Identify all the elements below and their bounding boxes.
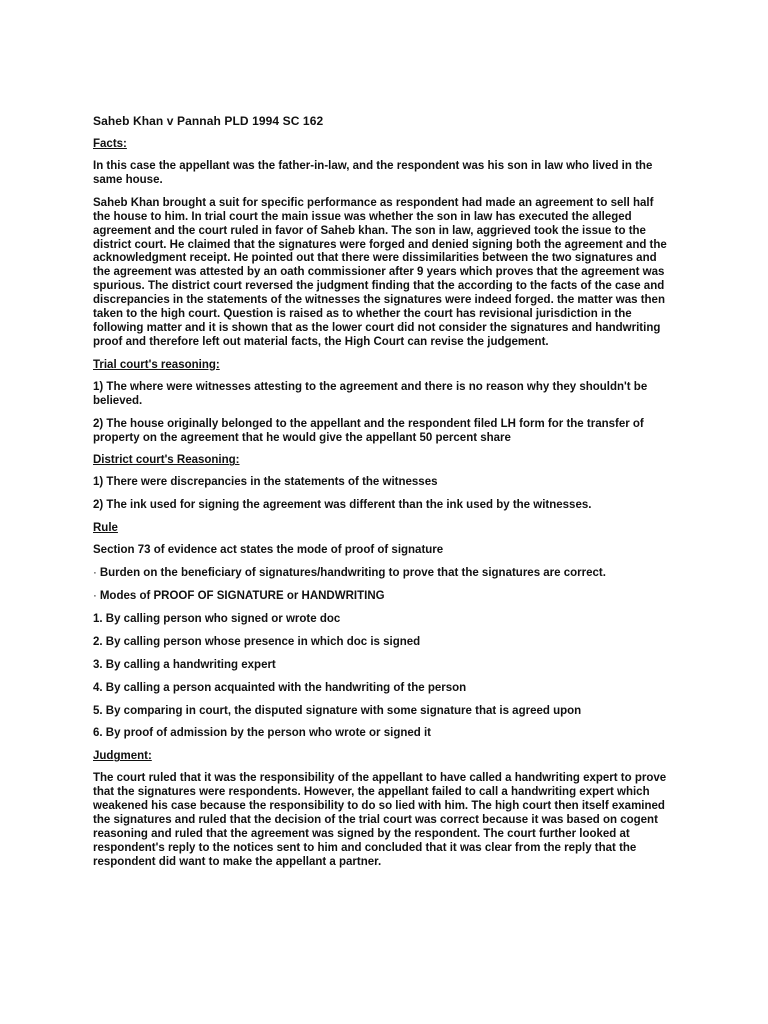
facts-paragraph-2: Saheb Khan brought a suit for specific performance as respondent had made an agreement to sell half the house to him. In trial court the main issue was whether the son in law has executed the alleged agreement and the court ruled in favor of Saheb khan. The son in law, aggrieved took the issue to the district court. He claimed that the signatures were forged and denied signing both the agreement and the acknowledgment receipt. He pointed out that there were dissimilarities between the two signatures and the agreement was attested by an oath commissioner after 9 years which proves that the agreement was spurious. The district court reversed the judgment finding that the according to the facts of the case and discrepancies in the statements of the witnesses the signatures were indeed forged. the matter was then taken to the high court. Question is raised as to whether the court has revisional jurisdiction in the following matter and it is shown that as the lower court did not consider the signatures and handwriting proof and therefore left out material facts, the High Court can revise the judgement.	[93, 196, 667, 348]
mode-item-6: 6. By proof of admission by the person who wrote or signed it	[93, 727, 432, 740]
rule-statement: Section 73 of evidence act states the mode of proof of signature	[93, 544, 444, 557]
mode-item-3: 3. By calling a handwriting expert	[93, 658, 276, 671]
mode-item-1: 1. By calling person who signed or wrote doc	[93, 612, 341, 625]
district-reason-1: 1) There were discrepancies in the statements of the witnesses	[93, 476, 438, 489]
bullet-dot: ·	[93, 567, 97, 580]
district-reason-2: 2) The ink used for signing the agreement was different than the ink used by the witnesses.	[93, 499, 592, 512]
facts-heading: Facts:	[93, 138, 127, 150]
trial-reason-2: 2) The house originally belonged to the appellant and the respondent filed LH form for the transfer of property on the agreement that he would give the appellant 50 percent share	[93, 417, 644, 444]
rule-bullet-2	[93, 590, 668, 604]
bullet-dot: ·	[93, 590, 97, 603]
judgment-paragraph: The court ruled that it was the responsibility of the appellant to have called a handwriting expert to prove that the signatures were respondents. However, the appellant failed to call a handwriting expert which weakened his case because the responsibility to do so lied with him. The high court then itself examined the signatures and ruled that the decision of the trial court was correct because it was based on cogent reasoning and ruled that the agreement was signed by the respondent. The court further looked at respondent's reply to the notices sent to him and concluded that it was clear from the reply that the respondent did want to make the appellant a partner.	[93, 772, 667, 868]
rule-bullet-2-text: Modes of PROOF OF SIGNATURE or HANDWRITING	[99, 590, 385, 603]
mode-item-5: 5. By comparing in court, the disputed signature with some signature that is agreed upon	[93, 704, 582, 717]
trial-court-heading: Trial court's reasoning:	[93, 358, 220, 371]
judgment-heading: Judgment:	[93, 750, 152, 763]
trial-reason-1: 1) The where were witnesses attesting to the agreement and there is no reason why they shouldn't be believed.	[93, 380, 648, 407]
mode-item-2: 2. By calling person whose presence in which doc is signed	[93, 635, 421, 648]
mode-item-4: 4. By calling a person acquainted with the handwriting of the person	[93, 681, 467, 694]
district-court-heading: District court's Reasoning:	[93, 454, 240, 467]
document-title: Saheb Khan v Pannah PLD 1994 SC 162	[93, 114, 324, 128]
rule-bullet-1	[93, 567, 668, 581]
rule-bullet-1-text: Burden on the beneficiary of signatures/handwriting to prove that the signatures are correct.	[99, 567, 606, 580]
facts-paragraph-1: In this case the appellant was the father-in-law, and the respondent was his son in law who lived in the same house.	[93, 160, 653, 186]
rule-heading: Rule	[93, 522, 118, 535]
